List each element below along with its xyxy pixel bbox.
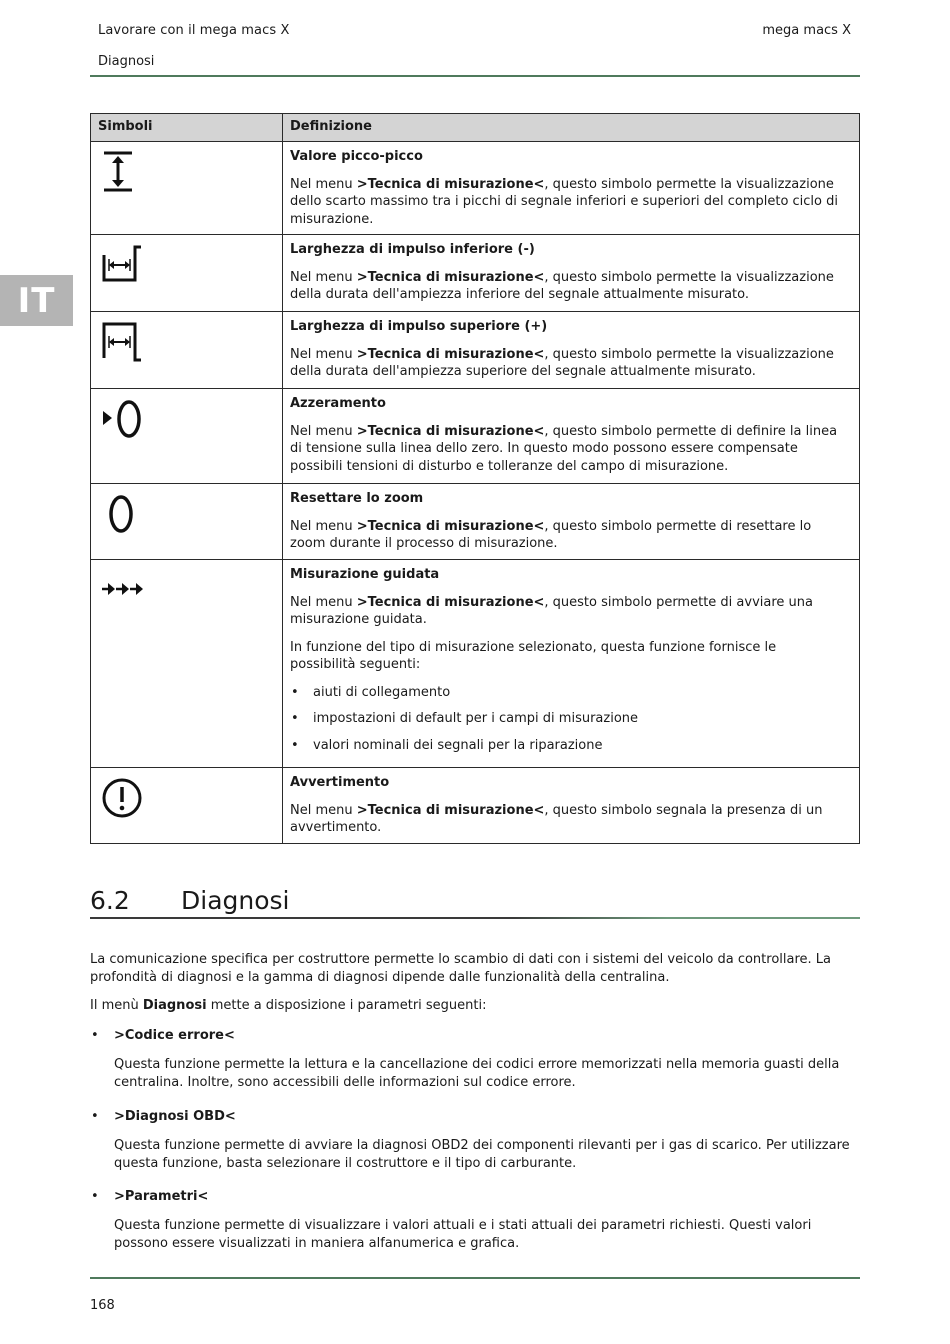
definition-extra-text: In funzione del tipo di misurazione selezionato, questa funzione fornisce le possibilità seguenti: xyxy=(290,639,777,672)
table-row xyxy=(91,768,860,844)
list-item-label: >Parametri< xyxy=(114,1189,209,1204)
table-header-row xyxy=(91,114,860,142)
bullet-icon: • xyxy=(91,1028,99,1043)
definition-list xyxy=(290,684,845,755)
definition-cell xyxy=(283,142,860,235)
section-number: 6.2 xyxy=(90,886,130,915)
header-section: Diagnosi xyxy=(98,54,155,69)
symbol-cell xyxy=(91,235,283,312)
list-item-label: >Diagnosi OBD< xyxy=(114,1109,236,1124)
warning-icon xyxy=(101,776,282,820)
table-row xyxy=(91,389,860,484)
page-number: 168 xyxy=(90,1298,115,1313)
symbol-cell xyxy=(91,389,283,484)
list-item: • aiuti di collegamento xyxy=(290,684,845,702)
table-row xyxy=(91,142,860,235)
definition-cell xyxy=(283,484,860,560)
list-item-description: Questa funzione permette di visualizzare i valori attuali e i stati attuali dei parametri richiesti. Questi valori possono essere visualizzati in maniera alfanumerica e grafica. xyxy=(114,1218,812,1251)
menu-reference: >Tecnica di misurazione< xyxy=(356,802,545,818)
menu-reference: >Tecnica di misurazione< xyxy=(356,346,545,362)
symbol-cell xyxy=(91,312,283,389)
menu-reference: >Tecnica di misurazione< xyxy=(356,518,545,534)
definition-cell xyxy=(283,235,860,312)
pulse-width-high-icon xyxy=(101,320,282,364)
list-item-label: >Codice errore< xyxy=(114,1028,235,1043)
definition-text: Nel menu >Tecnica di misurazione<, questo simbolo permette di resettare lo zoom durante il processo di misurazione. xyxy=(290,518,812,551)
menu-reference: >Tecnica di misurazione< xyxy=(356,269,545,285)
definition-text: Nel menu >Tecnica di misurazione<, questo simbolo permette la visualizzazione della durata dell'ampiezza superiore del segnale attualmente misurato. xyxy=(290,346,834,379)
section-divider xyxy=(90,917,860,919)
column-header-definition: Definizione xyxy=(283,114,860,142)
definition-title: Resettare lo zoom xyxy=(290,491,424,506)
menu-description: Il menù Diagnosi mette a disposizione i parametri seguenti: xyxy=(90,998,487,1013)
symbol-cell xyxy=(91,560,283,768)
definition-cell xyxy=(283,768,860,844)
symbol-cell xyxy=(91,768,283,844)
definition-title: Larghezza di impulso inferiore (-) xyxy=(290,242,535,257)
definition-text: Nel menu >Tecnica di misurazione<, questo simbolo segnala la presenza di un avvertimento. xyxy=(290,802,823,835)
zero-offset-icon xyxy=(101,397,282,441)
symbol-cell xyxy=(91,484,283,560)
guided-measurement-icon xyxy=(101,568,282,598)
table-row xyxy=(91,312,860,389)
peak-to-peak-icon xyxy=(101,150,282,194)
definition-title: Azzeramento xyxy=(290,396,386,411)
pulse-width-low-icon xyxy=(101,243,282,287)
intro-paragraph: La comunicazione specifica per costruttore permette lo scambio di dati con i sistemi del veicolo da controllare. La profondità di diagnosi e la gamma di diagnosi dipende dalle funzionalità della centralina. xyxy=(90,952,832,985)
menu-name: Diagnosi xyxy=(142,998,207,1013)
list-item-description: Questa funzione permette la lettura e la cancellazione dei codici errore memorizzati nella memoria guasti della centralina. Inoltre, sono accessibili delle informazioni sul codice errore. xyxy=(114,1057,840,1090)
definition-title: Larghezza di impulso superiore (+) xyxy=(290,319,548,334)
column-header-symbols: Simboli xyxy=(91,114,283,142)
definition-text: Nel menu >Tecnica di misurazione<, questo simbolo permette la visualizzazione della durata dell'ampiezza inferiore del segnale attualmente misurato. xyxy=(290,269,834,302)
list-item: • impostazioni di default per i campi di misurazione xyxy=(290,710,845,728)
definition-text: Nel menu >Tecnica di misurazione<, questo simbolo permette di avviare una misurazione guidata. xyxy=(290,594,813,627)
table-row xyxy=(91,235,860,312)
section-title: Diagnosi xyxy=(181,886,290,915)
menu-reference: >Tecnica di misurazione< xyxy=(356,176,545,192)
header-product: mega macs X xyxy=(762,23,851,38)
header-divider xyxy=(90,75,860,77)
symbols-table xyxy=(90,113,860,844)
bullet-icon: • xyxy=(91,1189,99,1204)
table-row xyxy=(91,484,860,560)
definition-cell xyxy=(283,389,860,484)
definition-title: Valore picco-picco xyxy=(290,149,423,164)
table-row xyxy=(91,560,860,768)
menu-reference: >Tecnica di misurazione< xyxy=(356,594,545,610)
header-title: Lavorare con il mega macs X xyxy=(98,23,290,38)
definition-text: Nel menu >Tecnica di misurazione<, questo simbolo permette di definire la linea di tensione sulla linea dello zero. In questo modo possono essere compensate possibili tensioni di disturbo e tolleranze del campo di misurazione. xyxy=(290,423,838,474)
language-tab: IT xyxy=(0,275,73,326)
list-item-description: Questa funzione permette di avviare la diagnosi OBD2 dei componenti rilevanti per i gas di scarico. Per utilizzare questa funzione, basta selezionare il costruttore e il tipo di carburante. xyxy=(114,1138,850,1171)
definition-title: Avvertimento xyxy=(290,775,390,790)
list-item: • valori nominali dei segnali per la riparazione xyxy=(290,737,845,755)
footer-divider xyxy=(90,1277,860,1279)
definition-title: Misurazione guidata xyxy=(290,567,440,582)
definition-cell xyxy=(283,312,860,389)
definition-cell xyxy=(283,560,860,768)
symbol-cell xyxy=(91,142,283,235)
definition-text: Nel menu >Tecnica di misurazione<, questo simbolo permette la visualizzazione dello scarto massimo tra i picchi di segnale inferiori e superiori del completo ciclo di misurazione. xyxy=(290,176,838,227)
menu-reference: >Tecnica di misurazione< xyxy=(356,423,545,439)
bullet-icon: • xyxy=(91,1109,99,1124)
reset-zoom-icon xyxy=(101,492,282,536)
